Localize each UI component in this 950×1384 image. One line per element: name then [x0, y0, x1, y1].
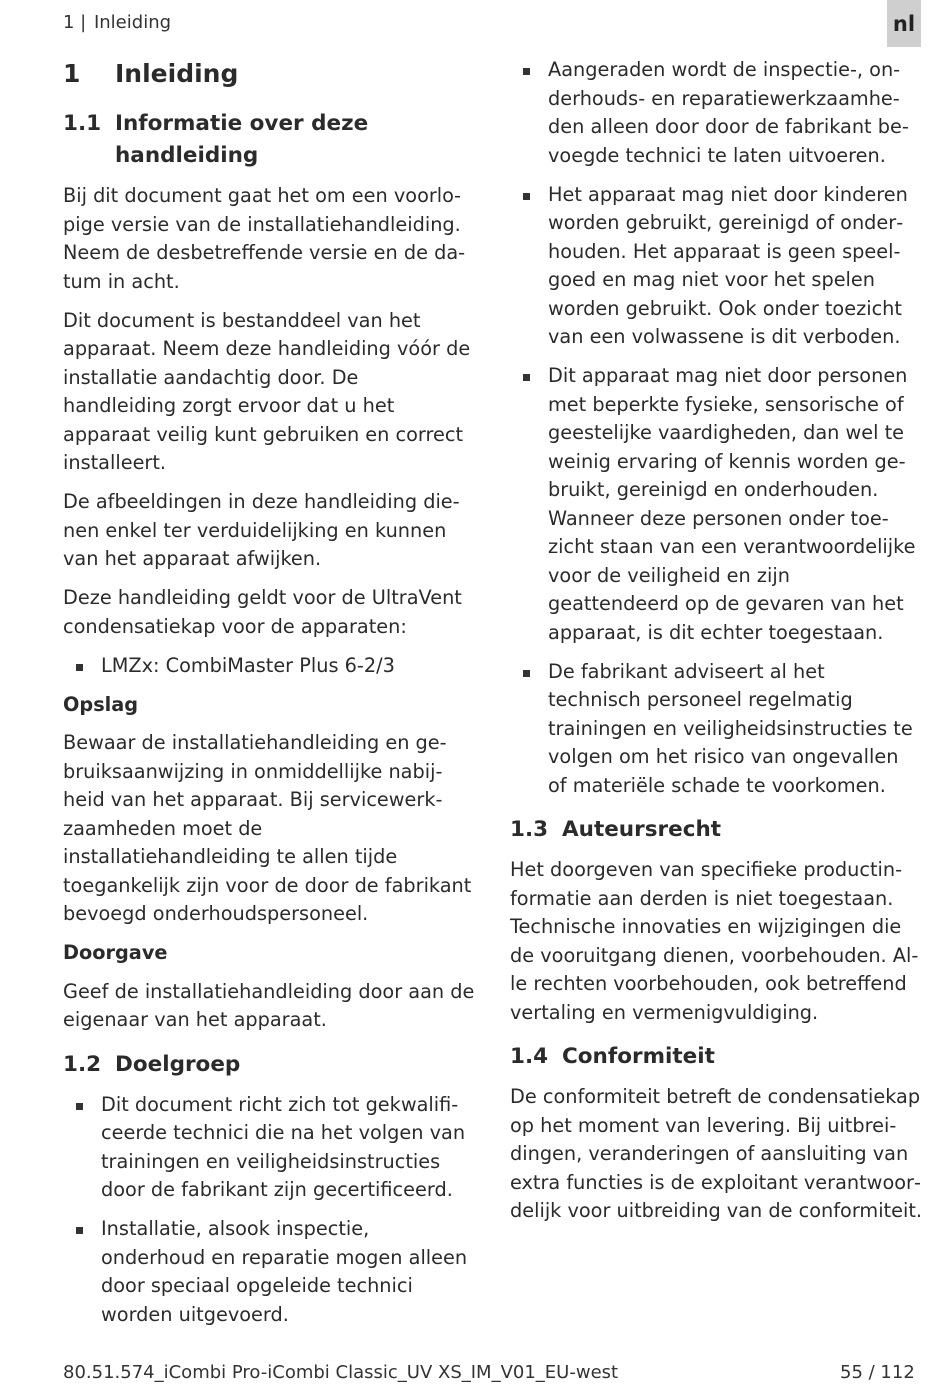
section-title: Auteursrecht [562, 817, 722, 842]
section-heading-1-4 [510, 1041, 922, 1073]
bullet-icon [76, 664, 83, 671]
chapter-heading [63, 58, 475, 90]
section-number: 1.1 [63, 111, 102, 136]
language-tab: nl [887, 0, 921, 47]
section-number: 1.2 [63, 1051, 102, 1077]
paragraph-copyright: Het doorgeven van specifieke productinformatie aan derden is niet toegestaan. Technische innovaties en wijzigingen die de vooruitgang dienen, voorbehouden. Alle rechten voorbehouden, ook betreffend vertaling en vermenigvuldiging. [510, 858, 919, 1024]
device-list [63, 652, 475, 681]
paragraph-opslag: Bewaar de installatiehandleiding en gebruiksaanwijzing in onmiddellijke nabijheid van het apparaat. Bij servicewerkzaamheden moet de installatiehandleiding te allen tijde toegankelijk zijn voor de door de fabrikant bevoegd onderhoudspersoneel. [63, 731, 472, 925]
right-column [510, 56, 922, 1236]
footer-page-number: 55 / 112 [840, 1362, 915, 1383]
bullet-icon [76, 1103, 83, 1110]
footer-document-id: 80.51.574_iCombi Pro-iCombi Classic_UV XS_IM_V01_EU-west [63, 1362, 619, 1383]
header-chapter-number: 1 [63, 12, 75, 33]
left-column [63, 54, 475, 1340]
paragraph-illustrations: De afbeeldingen in deze handleiding dienen enkel ter verduidelijking en kunnen van het apparaat afwijken. [63, 490, 460, 570]
section-heading-1-1 [63, 108, 475, 172]
subheading-doorgave: Doorgave [63, 941, 168, 964]
target-group-list-continued [510, 56, 922, 800]
list-item: Het apparaat mag niet door kinderen worden gebruikt, gereinigd of onderhouden. Het apparaat is geen speelgoed en mag niet voor het spelen worden gebruikt. Ook onder toezicht van een volwassene is dit verboden. [510, 181, 922, 352]
section-number: 1.3 [510, 817, 549, 842]
section-title: Informatie over deze handleiding [115, 111, 369, 168]
section-heading-1-2 [63, 1049, 475, 1081]
bullet-icon [76, 1227, 83, 1234]
subheading-opslag: Opslag [63, 692, 139, 716]
list-item: Dit document richt zich tot gekwalificeerde technici die na het volgen van trainingen en veiligheidsinstructies door de fabrikant zijn gecertificeerd. [63, 1091, 475, 1205]
chapter-heading-number: 1 [63, 59, 81, 88]
list-item: De fabrikant adviseert al het technisch personeel regelmatig trainingen en veiligheidsinstructies te volgen om het risico van ongevallen of materiële schade te voorkomen. [510, 658, 922, 801]
bullet-icon [523, 193, 530, 200]
section-title: Doelgroep [115, 1051, 241, 1077]
running-header: 1 | Inleiding [63, 12, 172, 33]
bullet-icon [523, 670, 530, 677]
bullet-icon [523, 374, 530, 381]
paragraph-validity: Deze handleiding geldt voor de UltraVent condensatiekap voor de apparaten: [63, 586, 462, 638]
section-number: 1.4 [510, 1044, 549, 1069]
chapter-heading-title: Inleiding [115, 59, 239, 88]
list-item: Dit apparaat mag niet door personen met beperkte fysieke, sensorische of geestelijke vaardigheden, dan wel te weinig ervaring of kennis worden gebruikt, gereinigd en onderhouden. Wanneer deze personen onder toezicht staan van een verantwoordelijke voor de veiligheid en zijn geattendeerd op de gevaren van het apparaat, is dit echter toegestaan. [510, 362, 922, 647]
paragraph-doorgave: Geef de installatiehandleiding door aan de eigenaar van het apparaat. [63, 979, 475, 1031]
paragraph-preliminary: Bij dit document gaat het om een voorlopige versie van de installatiehandleiding. Neem de desbetreffende versie en de datum in acht. [63, 184, 466, 293]
bullet-icon [523, 68, 530, 75]
section-heading-1-3 [510, 814, 922, 846]
section-title: Conformiteit [562, 1044, 715, 1069]
list-item: LMZx: CombiMaster Plus 6-2/3 [63, 652, 475, 681]
target-group-list [63, 1091, 475, 1330]
list-item: Aangeraden wordt de inspectie-, onderhouds- en reparatiewerkzaamheden alleen door door de fabrikant bevoegde technici te laten uitvoeren. [510, 56, 922, 170]
header-chapter-title: Inleiding [93, 12, 172, 33]
paragraph-component: Dit document is bestanddeel van het apparaat. Neem deze handleiding vóór de installatie aandachtig door. De handleiding zorgt ervoor dat u het apparaat veilig kunt gebruiken en correct installeert. [63, 308, 471, 474]
paragraph-conformity: De conformiteit betreft de condensatiekap op het moment van levering. Bij uitbreidingen, veranderingen of aansluiting van extra functies is de exploitant verantwoordelijk voor uitbreiding van de conformiteit. [510, 1085, 923, 1222]
list-item: Installatie, alsook inspectie, onderhoud en reparatie mogen alleen door speciaal opgeleide technici worden uitgevoerd. [63, 1215, 475, 1329]
